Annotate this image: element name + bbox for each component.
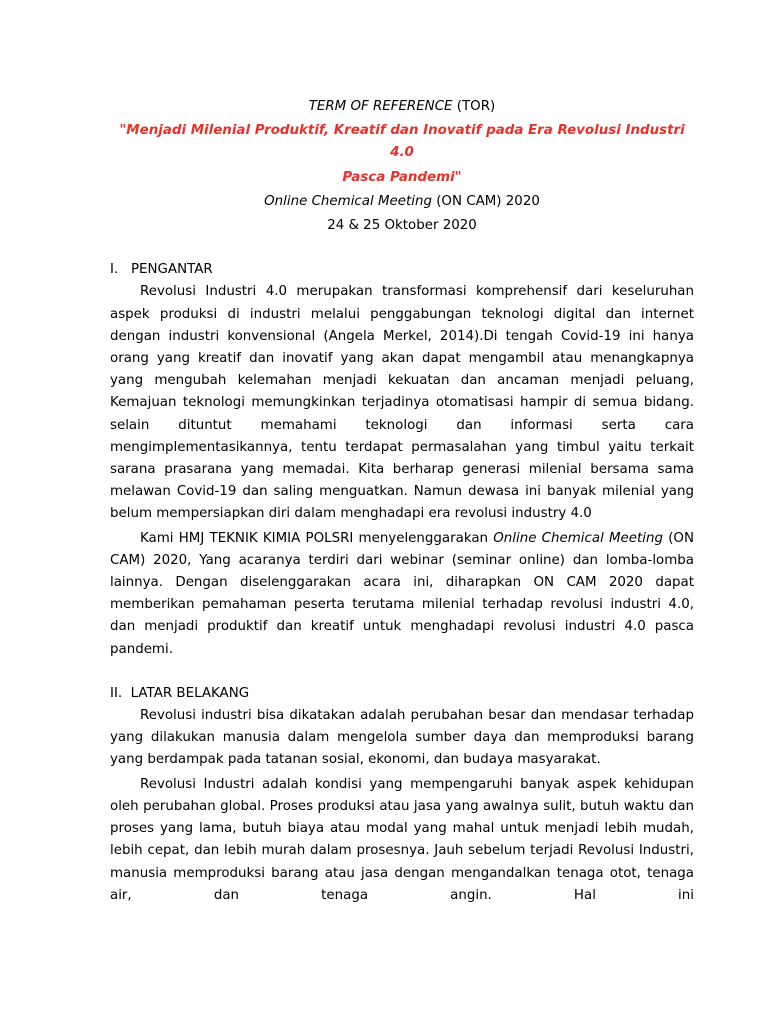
paragraph-pengantar-2 [110, 528, 694, 661]
section-heading-pengantar: I. PENGANTAR [110, 262, 213, 278]
event-title [110, 191, 694, 213]
tor-title [110, 96, 694, 118]
tor-title-rest: (TOR) [452, 99, 496, 114]
paragraph-pengantar-2-italic: Online Chemical Meeting [493, 530, 663, 546]
paragraph-pengantar-2-a: Kami HMJ TEKNIK KIMIA POLSRI menyelenggarakan [140, 530, 494, 546]
theme-title-line1: "Menjadi Milenial Produktif, Kreatif dan Inovatif pada Era Revolusi Industri 4.0 [119, 123, 685, 161]
theme-title-line2: Pasca Pandemi" [342, 169, 462, 185]
document-page [110, 96, 694, 907]
section-heading-latar-belakang: II. LATAR BELAKANG [110, 685, 250, 701]
event-date: 24 & 25 Oktober 2020 [327, 218, 477, 234]
paragraph-pengantar-1: Revolusi Industri 4.0 merupakan transformasi komprehensif dari keseluruhan aspek produksi di industri melalui penggabungan teknologi digital dan internet dengan industri konvensional (Angela Merkel, 2014).Di tengah Covid-19 ini hanya orang yang kreatif dan inovatif yang akan dapat mengambil atau menangkapnya yang mengubah kelemahan menjadi kekuatan dan ancaman menjadi peluang, Kemajuan teknologi memungkinkan terjadinya otomatisasi hampir di semua bidang. selain dituntut memahami teknologi dan informasi serta cara mengimplementasikannya, tentu terdapat permasalahan yang timbul yaitu terkait sarana prasarana yang memadai. Kita berharap generasi milenial bersama sama melawan Covid-19 dan saling menguatkan. Namun dewasa ini banyak milenial yang belum mempersiapkan diri dalam menghadapi era revolusi industry 4.0 [110, 284, 694, 522]
tor-title-italic: TERM OF REFERENCE [308, 99, 453, 114]
paragraph-pengantar-2-b: (ON CAM) 2020, Yang acaranya terdiri dari webinar (seminar online) dan lomba-lomba lainnya. Dengan diselenggarakan acara ini, diharapkan ON CAM 2020 dapat memberikan pemahaman peserta terutama milenial terhadap revolusi industri 4.0, dan menjadi produktif dan kreatif untuk menghadapi revolusi industri 4.0 pasca pandemi. [110, 530, 694, 657]
paragraph-latar-belakang-1: Revolusi industri bisa dikatakan adalah perubahan besar dan mendasar terhadap yang dilakukan manusia dalam mengelola sumber daya dan memproduksi barang yang berdampak pada tatanan sosial, ekonomi, dan budaya masyarakat. [110, 708, 694, 768]
event-title-rest: (ON CAM) 2020 [431, 193, 540, 209]
paragraph-latar-belakang-2: Revolusi Industri adalah kondisi yang mempengaruhi banyak aspek kehidupan oleh perubahan global. Proses produksi atau jasa yang awalnya sulit, butuh waktu dan proses yang lama, butuh biaya atau modal yang mahal untuk menjadi lebih mudah, lebih cepat, dan lebih murah dalam prosesnya. Jauh sebelum terjadi Revolusi Industri, manusia memproduksi barang atau jasa dengan mengandalkan tenaga otot, tenaga air, dan tenaga angin. Hal ini [110, 776, 694, 903]
event-title-italic: Online Chemical Meeting [264, 193, 432, 209]
